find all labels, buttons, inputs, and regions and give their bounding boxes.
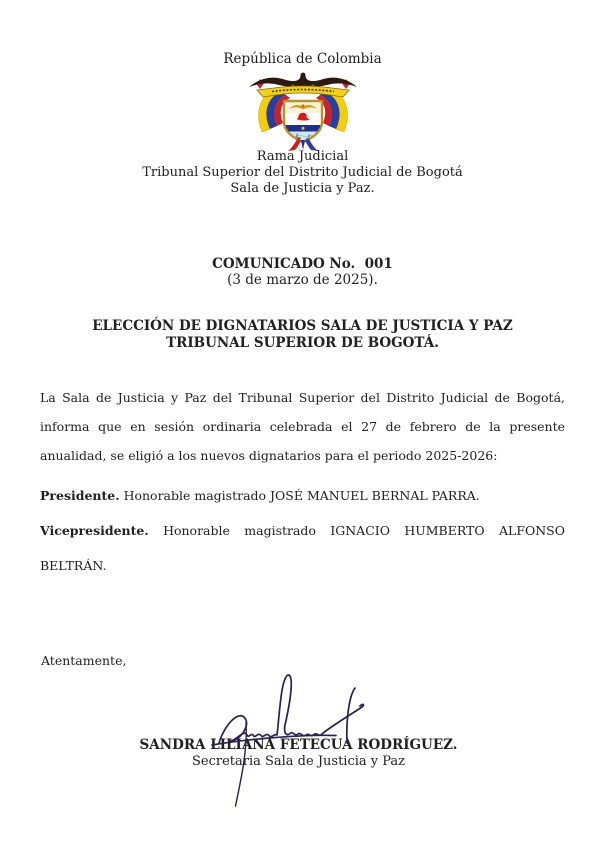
motto-scroll [257,86,349,97]
branch-title: Rama Judicial [256,149,349,164]
vicepresidente-text-2: BELTRÁN. [40,558,107,573]
chamber-title: Sala de Justicia y Paz. [230,181,375,196]
signer-name: SANDRA LILIANA FETECUA RODRÍGUEZ. [139,737,458,753]
subject-line-2: TRIBUNAL SUPERIOR DE BOGOTÁ. [166,335,439,351]
vicepresidente-text: Honorable magistrado IGNACIO HUMBERTO ALFONSO [148,523,565,538]
vicepresidente-label: Vicepresidente. [40,523,149,538]
body-paragraph [40,383,565,470]
shield [284,101,322,143]
signer-title: Secretaria Sala de Justicia y Paz [191,754,406,769]
subject-line-1: ELECCIÓN DE DIGNATARIOS SALA DE JUSTICIA Y PAZ [92,318,513,334]
republic-title: República de Colombia [223,51,382,67]
presidente-line [40,487,565,504]
presidente-label: Presidente. [40,488,120,503]
comunicado-date: (3 de marzo de 2025). [227,272,378,288]
body-line: anualidad, se eligió a los nuevos dignatarios para el periodo 2025-2026: [40,448,498,463]
presidente-text: Honorable magistrado JOSÉ MANUEL BERNAL PARRA. [119,488,480,503]
comunicado-title: COMUNICADO No. 001 [212,256,393,272]
salutation: Atentamente, [41,653,127,668]
body-line: informa que en sesión ordinaria celebrada el 27 de febrero de la presente [40,419,565,434]
tribunal-title: Tribunal Superior del Distrito Judicial de Bogotá [142,165,463,180]
vicepresidente-line [40,522,565,574]
coat-of-arms-icon [244,70,362,154]
body-line: La Sala de Justicia y Paz del Tribunal Superior del Distrito Judicial de Bogotá, [40,390,565,405]
